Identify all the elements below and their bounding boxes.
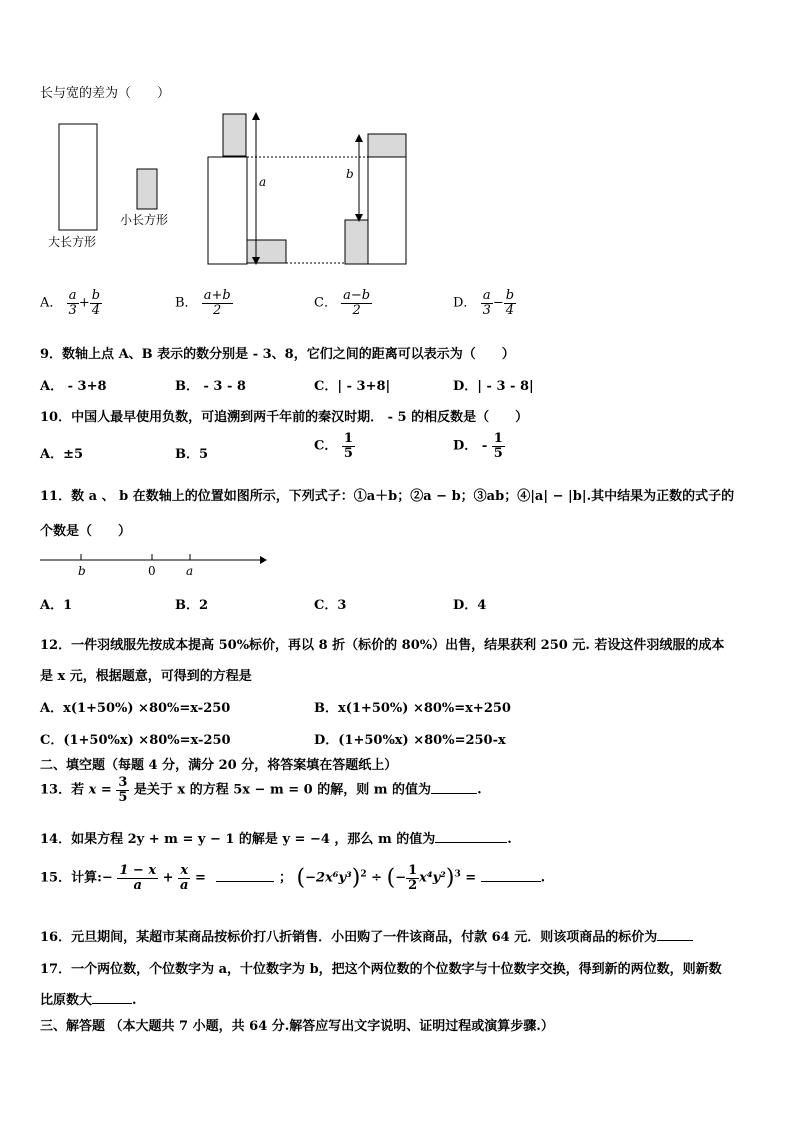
- question-14: 14．如果方程 2y + m = y − 1 的解是 y = −4 ，那么 m 的值为 .: [40, 832, 512, 847]
- q8-option-d: D． $\frac{a}{3}$ − $\frac{b}{4}$: [453, 288, 515, 318]
- question-11-stem: 11．数 a 、 b 在数轴上的位置如图所示，下列式子：①a＋b；②a − b；③ab；④|a| − |b|.其中结果为正数的式子的: [40, 489, 735, 504]
- q8-option-c: C． $\frac{a-b}{2}$: [314, 288, 371, 318]
- question-17-line-1: 17．一个两位数，个位数字为 a，十位数字为 b，把这个两位数的个位数字与十位数字交换，得到新的两位数，则新数: [40, 962, 722, 977]
- section-2-heading: 二、填空题（每题 4 分，满分 20 分，将答案填在答题纸上）: [40, 758, 398, 773]
- label-b: b: [346, 167, 354, 181]
- question-17-line-2: 比原数大 .: [40, 993, 137, 1008]
- q8-option-a: A． $\frac{a}{3}$ + $\frac{b}{4}$: [40, 288, 101, 318]
- q10-option-c: C． $\frac{1}{5}$: [314, 431, 353, 461]
- number-line: [38, 550, 273, 580]
- axis-label-b: b: [78, 564, 86, 578]
- q12-option-a: A．x(1+50%) ×80%=x-250: [40, 701, 231, 716]
- q10-option-b: B．5: [175, 447, 209, 462]
- question-9-stem: 9．数轴上点 A、B 表示的数分别是 - 3、8，它们之间的距离可以表示为（ ）: [40, 347, 515, 362]
- question-12-stem-2: 是 x 元，根据题意，可得到的方程是: [40, 669, 252, 684]
- q12-option-c: C．(1+50%x) ×80%=x-250: [40, 733, 231, 748]
- q10-option-d: D． - $\frac{1}{5}$: [453, 431, 503, 461]
- big-rectangle: [59, 124, 97, 230]
- q10-option-a: A．±5: [40, 447, 84, 462]
- question-11-stem-2: 个数是（ ）: [40, 524, 132, 539]
- q11-option-b: B．2: [175, 598, 209, 613]
- q11-option-d: D．4: [453, 598, 487, 613]
- question-12-stem: 12．一件羽绒服先按成本提高 50%标价，再以 8 折（标价的 80%）出售，结果获利 250 元. 若设这件羽绒服的成本: [40, 638, 725, 653]
- axis-label-a: a: [186, 564, 194, 578]
- small-rectangle-label: 小长方形: [120, 213, 169, 227]
- q12-option-b: B．x(1+50%) ×80%=x+250: [314, 701, 511, 716]
- question-15: 15．计算:− $\frac{1 - x}{a}$ + $\frac{x}{a}$ = ； $(-2x^6y^3)^2$ ÷ (− $\frac{1}{2}$ x⁴y²)$^3$ = .: [40, 863, 546, 893]
- q9-option-d: D．| - 3 - 8|: [453, 379, 534, 394]
- big-rectangle-label: 大长方形: [48, 235, 97, 249]
- section-3-heading: 三、解答题 （本大题共 7 小题，共 64 分.解答应写出文字说明、证明过程或演算步骤.）: [40, 1019, 554, 1034]
- q9-option-c: C．| - 3+8|: [314, 379, 391, 394]
- question-16: 16．元旦期间，某超市某商品按标价打八折销售．小田购了一件该商品，付款 64 元．则该项商品的标价为: [40, 926, 693, 945]
- q12-option-d: D．(1+50%x) ×80%=250-x: [314, 733, 506, 748]
- q11-option-a: A．1: [40, 598, 73, 613]
- q11-option-c: C．3: [314, 598, 347, 613]
- q9-option-a: A． - 3+8: [40, 379, 107, 394]
- question-10-stem: 10．中国人最早使用负数，可追溯到两千年前的秦汉时期． - 5 的相反数是（ ）: [40, 410, 529, 425]
- q9-option-b: B． - 3 - 8: [175, 379, 246, 394]
- question-8-stem-tail: 长与宽的差为（ ）: [40, 86, 171, 101]
- q8-option-b: B． $\frac{a+b}{2}$: [175, 288, 231, 318]
- label-a: a: [259, 175, 267, 189]
- small-rectangle: [137, 169, 157, 209]
- question-13: 13．若 x = $\frac{3}{5}$ 是关于 x 的方程 5x − m = 0 的解，则 m 的值为 .: [40, 775, 482, 805]
- axis-label-0: 0: [148, 564, 156, 578]
- rectangle-figure: [40, 106, 420, 266]
